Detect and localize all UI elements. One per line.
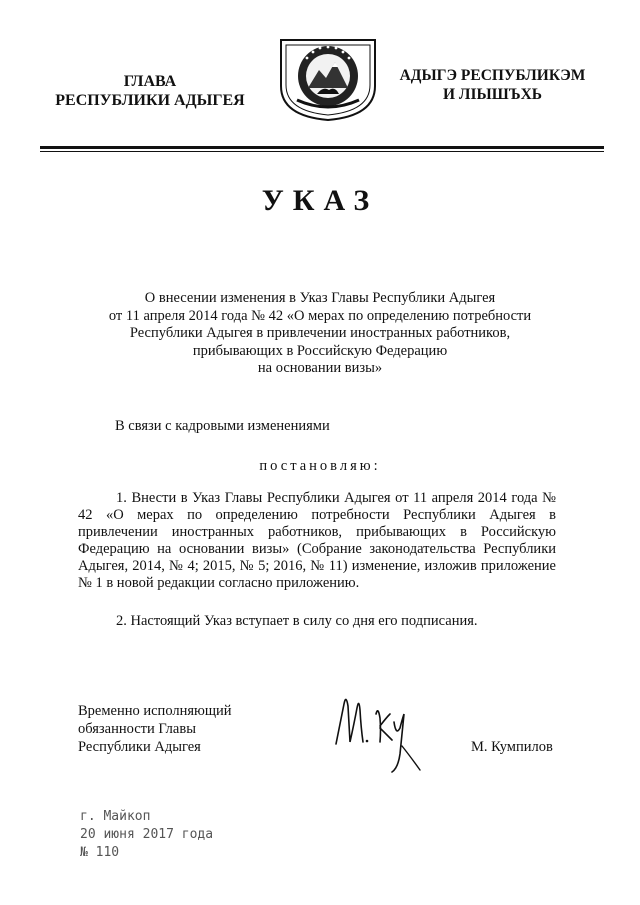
handwritten-signature [330,684,430,784]
paragraph-1-text: 1. Внести в Указ Главы Республики Адыгея от 11 апреля 2014 года № 42 «О мерах по определению потребности Республики Адыгея в привлечении иностранных работников, прибывающих в Российскую Федерацию на основании визы» (Собрание законодательства Республики Адыгея, 2014, № 4; 2015, № 5; 2016, № 11) изменение, изложив приложение № 1 в новой редакции согласно приложению. [78,490,556,591]
stamp-city: г. Майкоп [80,809,151,824]
header-left-line2: РЕСПУБЛИКИ АДЫГЕЯ [55,92,245,109]
header-divider-thin [40,151,604,152]
decree-subject [80,290,560,378]
stamp-date: 20 июня 2017 года [80,827,214,842]
header-left-line1: ГЛАВА [123,73,177,90]
signatory-line: обязанности Главы [78,721,196,737]
header-divider-thick [40,146,604,149]
preamble: В связи с кадровыми изменениями [115,418,330,434]
subject-line: на основании визы» [257,360,383,376]
signatory-line: Республики Адыгея [78,739,201,755]
document-title: УКАЗ [261,184,379,217]
decree-word: постановляю: [259,458,381,474]
paragraph-1 [78,490,556,592]
subject-line: прибывающих в Российскую Федерацию [192,342,448,359]
subject-line: Республики Адыгея в привлечении иностранных работников, [129,325,511,341]
signatory-title [78,702,232,756]
header-left [40,72,260,110]
paragraph-2: 2. Настоящий Указ вступает в силу со дня его подписания. [116,613,478,629]
stamp-number: № 110 [80,845,120,860]
header-right [385,66,600,104]
registration-stamp [80,808,213,862]
header-right-line2: И ЛІЫШЪХЬ [442,86,543,103]
signatory-line: Временно исполняющий [78,703,232,719]
coat-of-arms-icon [277,36,379,122]
subject-line: О внесении изменения в Указ Главы Республики Адыгея [144,290,496,306]
header-right-line1: АДЫГЭ РЕСПУБЛИКЭМ [399,67,586,84]
subject-line: от 11 апреля 2014 года № 42 «О мерах по определению потребности [108,307,532,324]
signatory-name: М. Кумпилов [471,739,553,755]
